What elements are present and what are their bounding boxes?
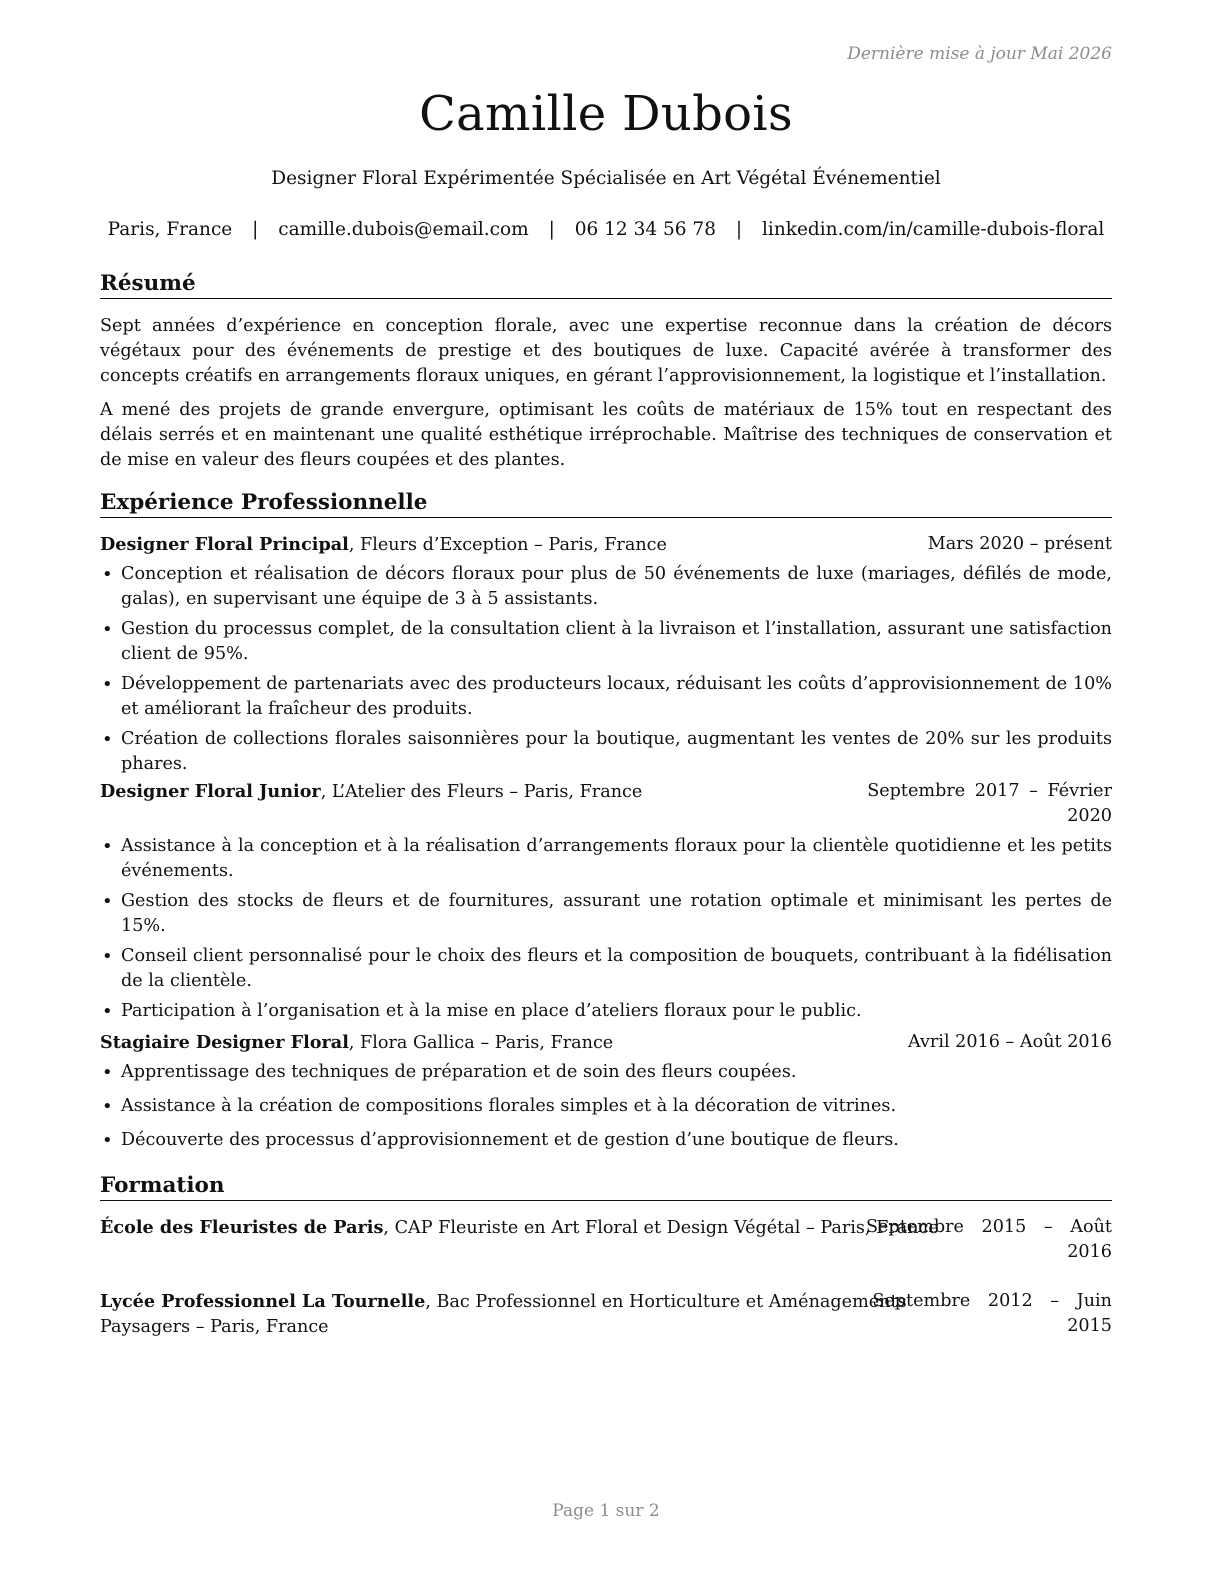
job-dates xyxy=(867,779,1112,829)
education-dates-line: Septembre 2015 – Août xyxy=(865,1217,1112,1237)
job-role: Designer Floral Principal xyxy=(100,534,349,555)
list-item: • Conception et réalisation de décors floraux pour plus de 50 événements de luxe (mariages, défilés de mode, galas), en supervisant une équipe de 3 à 5 assistants. xyxy=(100,562,1112,612)
section-heading-education: Formation xyxy=(100,1173,1112,1201)
contact-email[interactable]: camille.dubois@email.com xyxy=(278,219,529,240)
job-bullets xyxy=(100,834,1112,1029)
list-item: • Développement de partenariats avec des producteurs locaux, réduisant les coûts d’approvisionnement de 10% et améliorant la fraîcheur des produits. xyxy=(100,672,1112,722)
job-title-line xyxy=(100,1030,613,1056)
list-item: • Conseil client personnalisé pour le choix des fleurs et la composition de bouquets, contribuant à la fidélisation de la clientèle. xyxy=(100,944,1112,994)
job-dates: Mars 2020 – présent xyxy=(927,534,1112,554)
job-dates-line: Septembre 2017 – Février xyxy=(867,781,1112,801)
education-dates-line: 2016 xyxy=(1067,1242,1112,1262)
list-item: • Assistance à la création de compositions florales simples et à la décoration de vitrines. xyxy=(100,1094,1112,1119)
job-bullets xyxy=(100,562,1112,782)
contact-separator: | xyxy=(252,219,259,240)
education-dates xyxy=(866,1215,1112,1265)
education-dates-line: 2015 xyxy=(1067,1316,1112,1336)
contact-linkedin[interactable]: linkedin.com/in/camille-dubois-floral xyxy=(761,219,1105,240)
list-item: • Assistance à la conception et à la réalisation d’arrangements floraux pour la clientèle quotidienne et les petits événements. xyxy=(100,834,1112,884)
candidate-name: Camille Dubois xyxy=(419,86,793,142)
summary-paragraph: A mené des projets de grande envergure, optimisant les coûts de matériaux de 15% tout en respectant des délais serrés et en maintenant une qualité esthétique irréprochable. Maîtrise des techniques de conservation et de mise en valeur des fleurs coupées et des plantes. xyxy=(100,400,1112,470)
education-detail xyxy=(100,1215,939,1241)
contact-separator: | xyxy=(735,219,743,240)
list-item: • Participation à l’organisation et à la mise en place d’ateliers floraux pour le public. xyxy=(100,999,1112,1024)
list-item: • Gestion des stocks de fleurs et de fournitures, assurant une rotation optimale et minimisant les pertes de 15%. xyxy=(100,889,1112,939)
summary-paragraph: Sept années d’expérience en conception florale, avec une expertise reconnue dans la création de décors végétaux pour des événements de prestige et des boutiques de luxe. Capacité avérée à transformer des concepts créatifs en arrangements floraux uniques, en gérant l’approvisionnement, la logistique et l’installation. xyxy=(100,316,1112,386)
education-degree: , CAP Fleuriste en Art Floral et Design Végétal – Paris, France xyxy=(383,1218,939,1238)
education-school: École des Fleuristes de Paris xyxy=(100,1217,384,1238)
education-detail xyxy=(100,1289,907,1340)
page-number: Page 1 sur 2 xyxy=(552,1501,660,1521)
job-role: Designer Floral Junior xyxy=(100,781,321,802)
job-bullets xyxy=(100,1060,1112,1158)
list-item: • Gestion du processus complet, de la consultation client à la livraison et l’installation, assurant une satisfaction client de 95%. xyxy=(100,617,1112,667)
list-item: • Découverte des processus d’approvisionnement et de gestion d’une boutique de fleurs. xyxy=(100,1128,1112,1153)
job-company: , Flora Gallica – Paris, France xyxy=(348,1033,614,1053)
contact-line xyxy=(100,219,1112,240)
job-dates: Avril 2016 – Août 2016 xyxy=(907,1032,1112,1052)
job-company: , Fleurs d’Exception – Paris, France xyxy=(348,535,667,555)
contact-location: Paris, France xyxy=(107,219,233,240)
section-heading-summary: Résumé xyxy=(100,271,1112,299)
job-role: Stagiaire Designer Floral xyxy=(100,1032,349,1053)
job-dates-line: 2020 xyxy=(1067,806,1112,826)
job-title-line xyxy=(100,532,667,558)
job-company: , L’Atelier des Fleurs – Paris, France xyxy=(320,782,643,802)
education-school: Lycée Professionnel La Tournelle xyxy=(100,1291,426,1312)
education-dates-line: Septembre 2012 – Juin xyxy=(872,1291,1112,1311)
candidate-title: Designer Floral Expérimentée Spécialisée en Art Végétal Événementiel xyxy=(271,168,941,189)
job-title-line xyxy=(100,779,642,805)
last-updated: Dernière mise à jour Mai 2026 xyxy=(847,44,1112,64)
list-item: • Apprentissage des techniques de préparation et de soin des fleurs coupées. xyxy=(100,1060,1112,1085)
list-item: • Création de collections florales saisonnières pour la boutique, augmentant les ventes de 20% sur les produits phares. xyxy=(100,727,1112,777)
education-degree-continued: Paysagers – Paris, France xyxy=(100,1317,329,1337)
resume-page xyxy=(100,0,1112,1584)
contact-phone[interactable]: 06 12 34 56 78 xyxy=(574,219,716,240)
education-degree: , Bac Professionnel en Horticulture et Aménagements xyxy=(425,1292,907,1312)
education-dates xyxy=(872,1289,1112,1339)
section-heading-experience: Expérience Professionnelle xyxy=(100,490,1112,518)
contact-separator: | xyxy=(548,219,555,240)
